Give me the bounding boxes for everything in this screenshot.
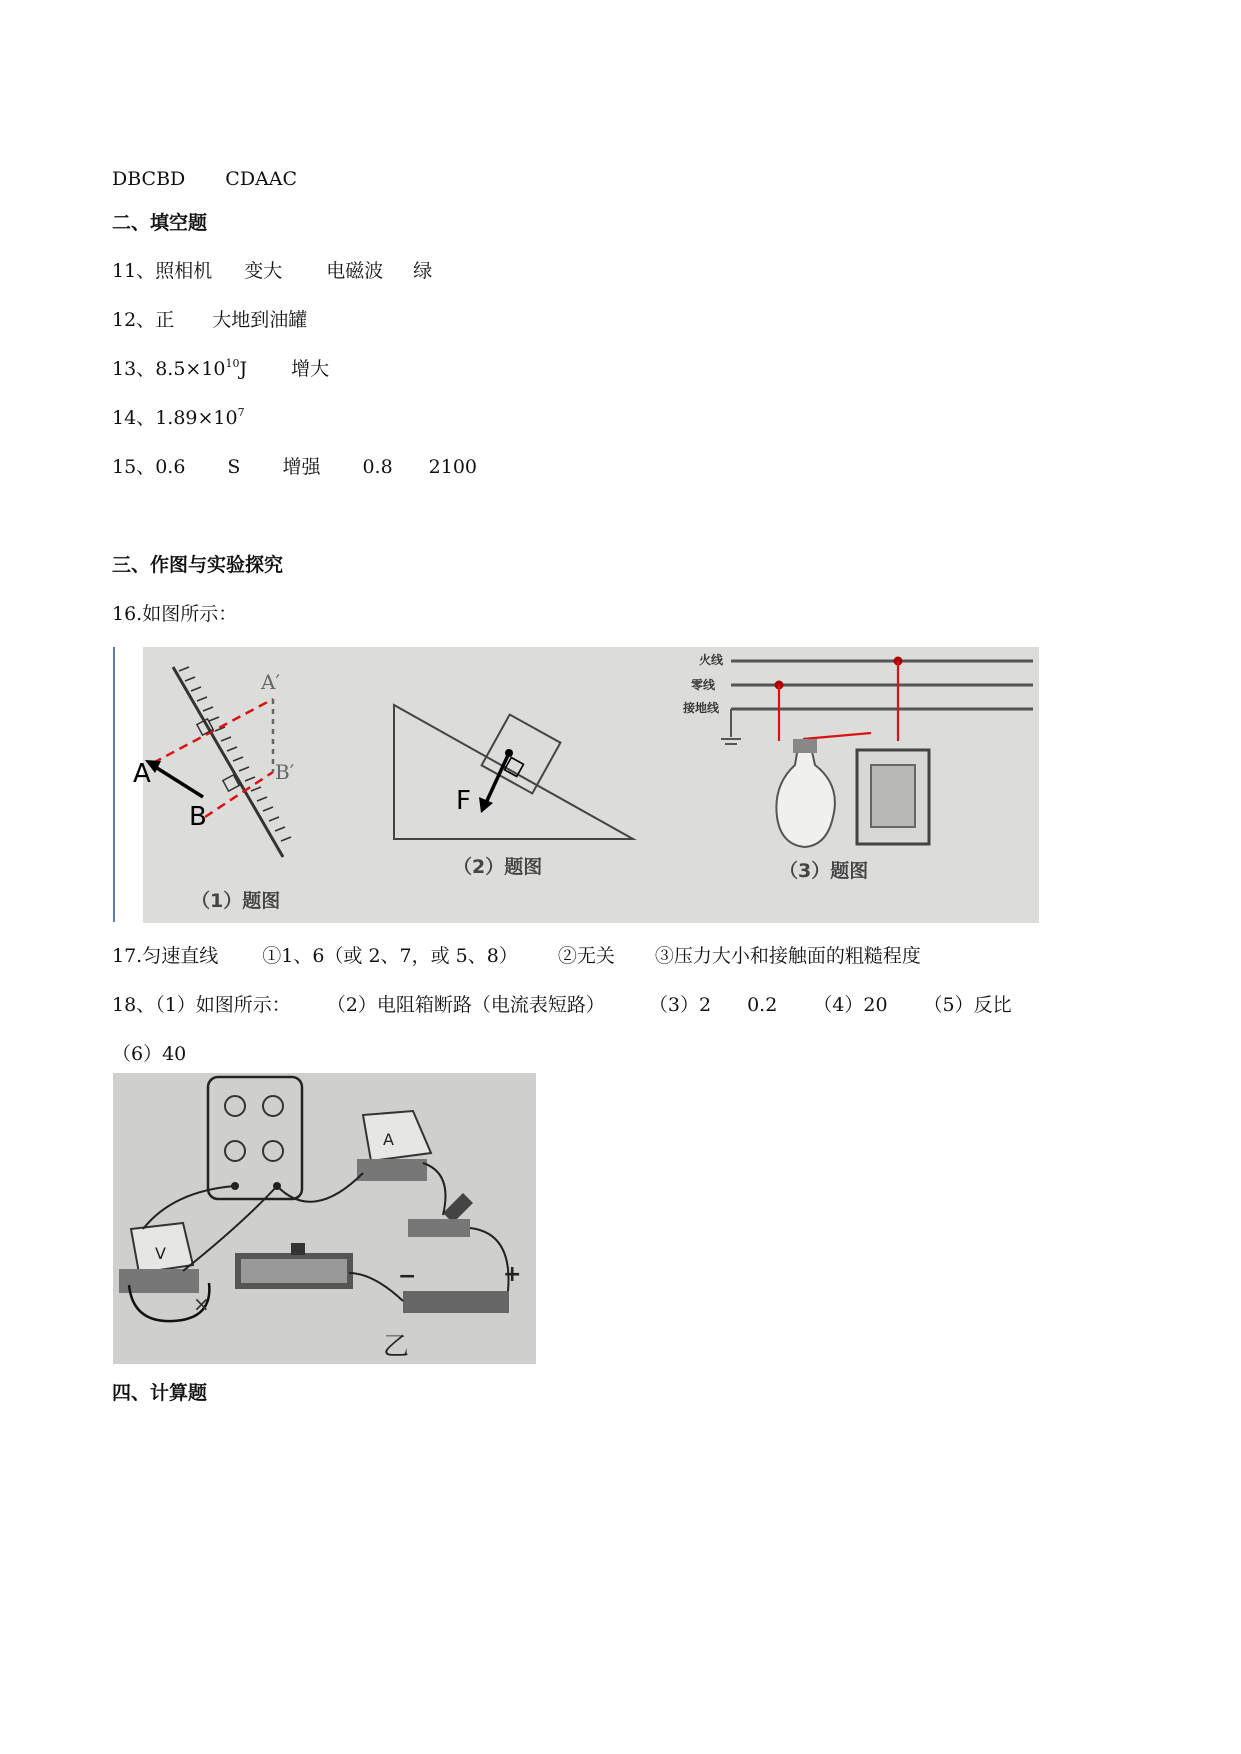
fig3-switch-plate [871, 765, 915, 827]
fig18-resistance-box [208, 1077, 302, 1199]
q15-answer2: S [227, 456, 241, 478]
q13-base: 8.5×10 [155, 358, 226, 380]
fig3-wiring-diagram [682, 652, 1033, 882]
q11-line [112, 259, 432, 283]
q14-line [112, 406, 245, 430]
fig3-label-live: 火线 [699, 653, 724, 667]
fig1-label-B: B [189, 802, 207, 832]
q13-unit: J [239, 358, 248, 380]
q11-answer4: 绿 [413, 260, 433, 282]
fig18-battery-minus: − [398, 1264, 417, 1289]
q15-answer5: 2100 [428, 456, 478, 478]
q14-base: 1.89×10 [155, 407, 238, 429]
fig3-bulb [776, 747, 834, 847]
q12-answer1: 正 [155, 309, 175, 331]
mc-answers-group1: DBCBD [112, 168, 186, 190]
fig18-voltmeter-base [119, 1269, 199, 1293]
q15-line [112, 455, 477, 479]
q18-answer4: 0.2 [747, 994, 778, 1016]
q18-answer3: （3）2 [648, 994, 712, 1016]
q13-exponent: 10 [225, 357, 240, 370]
q11-answer3: 电磁波 [326, 260, 384, 282]
fig18-switch [443, 1193, 473, 1223]
figure18-photo [113, 1073, 536, 1364]
q18-answer2: （2）电阻箱断路（电流表短路） [326, 994, 605, 1016]
figure16-svg [133, 647, 1039, 923]
fig2-caption: （2）题图 [453, 856, 543, 878]
fig18-battery [403, 1291, 509, 1313]
fig2-incline [394, 705, 633, 839]
fig3-label-neutral: 零线 [691, 678, 716, 692]
q18-answer6: （5）反比 [923, 994, 1012, 1016]
figure18-svg [113, 1073, 536, 1364]
section4-title: 四、计算题 [112, 1382, 208, 1404]
q17-answer3: ②无关 [557, 945, 615, 967]
q13-line [112, 357, 329, 381]
fig1-caption: （1）题图 [191, 890, 281, 912]
q13-number: 13、 [112, 358, 156, 380]
mc-answers-line [112, 167, 297, 191]
fig1-dash-A [153, 699, 273, 763]
fig18-switch-base [408, 1219, 470, 1237]
q17-answer4: ③压力大小和接触面的粗糙程度 [654, 945, 921, 967]
q18-number: 18、 [112, 994, 156, 1016]
fig3-caption: （3）题图 [779, 860, 869, 882]
fig18-ammeter-label: A [383, 1130, 394, 1149]
fig18-ammeter [363, 1111, 431, 1161]
q14-exponent: 7 [237, 406, 245, 419]
fig18-cross-mark: × [193, 1292, 210, 1316]
q12-answer2: 大地到油罐 [212, 309, 308, 331]
section2-title: 二、填空题 [112, 212, 208, 234]
figure16-row [113, 647, 1039, 927]
fig3-bulb-socket [793, 739, 817, 753]
fig18-label-yi: 乙 [383, 1332, 410, 1362]
q17-number: 17. [112, 945, 143, 967]
q15-answer1: 0.6 [155, 456, 186, 478]
fig3-red-switch [803, 733, 871, 739]
q17-answer2: ①1、6（或 2、7，或 5、8） [262, 945, 518, 967]
mc-answers-group2: CDAAC [225, 168, 298, 190]
q11-answer2: 变大 [244, 260, 283, 282]
q11-answer1: 照相机 [155, 260, 213, 282]
fig18-rheostat-coil [241, 1259, 347, 1283]
q15-answer3: 增强 [282, 456, 321, 478]
q12-number: 12、 [112, 309, 156, 331]
fig1-label-A-prime: A′ [261, 670, 280, 694]
q14-number: 14、 [112, 407, 156, 429]
q18-answer1: （1）如图所示： [155, 994, 291, 1016]
q18-answer7: （6）40 [112, 1043, 187, 1065]
fig18-voltmeter-label: V [155, 1244, 166, 1263]
q17-answer1: 匀速直线 [142, 945, 219, 967]
fig2-block [482, 715, 561, 794]
fig1-label-A: A [133, 759, 151, 789]
q17-line [112, 944, 921, 968]
fig18-battery-plus: + [503, 1262, 522, 1287]
section3-title: 三、作图与实验探究 [112, 554, 284, 576]
q13-answer2: 增大 [291, 358, 330, 380]
fig1-label-B-prime: B′ [275, 760, 295, 784]
fig18-rheostat-slider [291, 1243, 305, 1255]
fig18-ammeter-base [357, 1159, 427, 1181]
fig3-label-ground: 接地线 [683, 701, 720, 715]
q15-number: 15、 [112, 456, 156, 478]
q16-text: 16.如图所示： [112, 603, 238, 625]
q15-answer4: 0.8 [362, 456, 393, 478]
fig1-mirror-diagram [133, 667, 295, 912]
q12-line [112, 308, 307, 332]
figure16-image [133, 647, 1039, 923]
q18-line [112, 993, 1012, 1017]
q11-number: 11、 [112, 260, 156, 282]
q18-answer5: （4）20 [813, 994, 888, 1016]
fig2-label-F: F [456, 786, 471, 816]
fig2-incline-diagram [394, 705, 633, 878]
fig18-dials [225, 1096, 283, 1161]
